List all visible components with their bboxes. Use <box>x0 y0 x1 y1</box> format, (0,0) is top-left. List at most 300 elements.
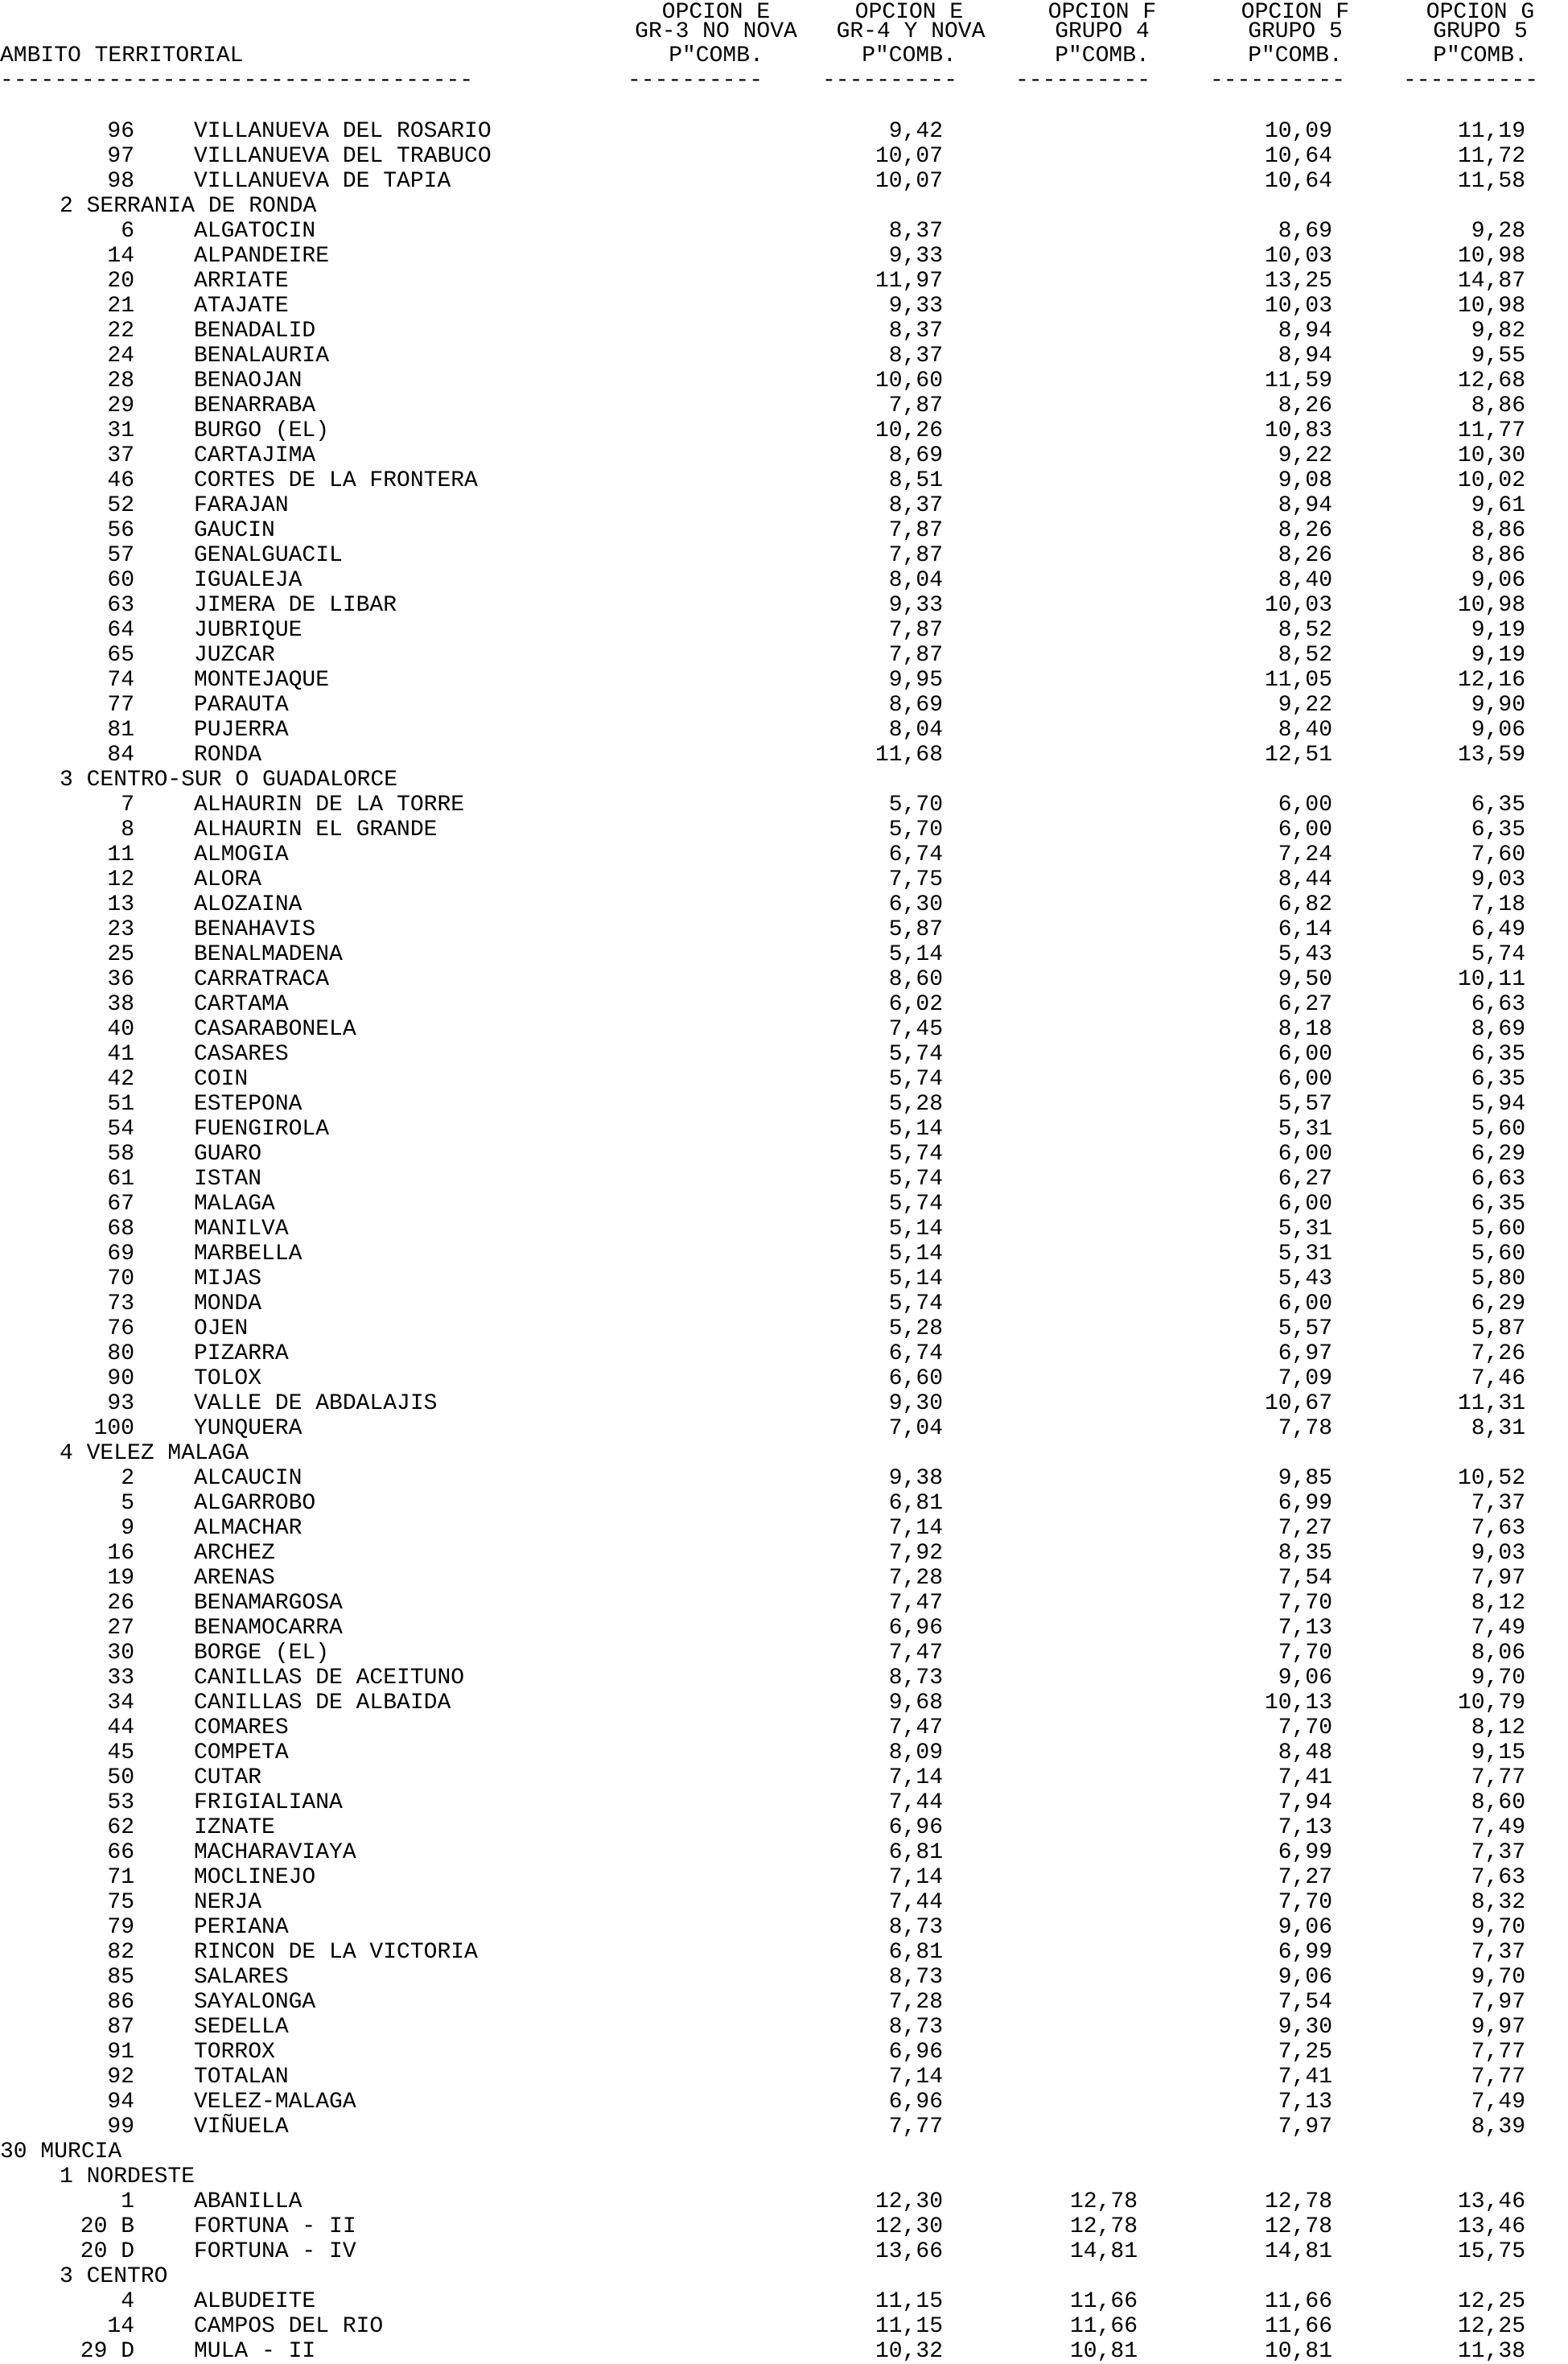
price-cell-col4: 10,67 <box>1264 1391 1332 1416</box>
price-cell-col1 <box>619 1466 788 1491</box>
price-cell-col1 <box>619 1192 788 1217</box>
price-cell-col4: 6,00 <box>1278 1067 1332 1092</box>
municipality-name: BENALAURIA <box>194 344 330 369</box>
municipality-name: ALOZAINA <box>194 892 302 917</box>
table-row <box>0 294 1568 319</box>
price-cell-col5: 9,06 <box>1471 568 1525 593</box>
header-line-2 <box>0 19 1568 44</box>
price-cell-col2: 9,30 <box>888 1391 943 1416</box>
price-cell-col5: 11,38 <box>1457 2339 1525 2364</box>
municipality-name: TOLOX <box>194 1366 262 1391</box>
municipality-code: 93 <box>107 1391 134 1416</box>
table-row <box>0 1815 1568 1840</box>
price-cell-col5: 10,30 <box>1457 443 1525 468</box>
table-row <box>0 693 1568 718</box>
municipality-name: ARCHEZ <box>194 1541 275 1566</box>
municipality-code: 11 <box>107 842 134 867</box>
municipality-name: BENAOJAN <box>194 369 302 393</box>
price-cell-col1 <box>619 1541 788 1566</box>
price-cell-col5: 11,77 <box>1457 418 1525 443</box>
table-row <box>0 568 1568 593</box>
price-cell-col5: 5,87 <box>1471 1316 1525 1341</box>
municipality-name: CAMPOS DEL RIO <box>194 2314 384 2339</box>
municipality-code: 6 <box>121 219 134 244</box>
municipality-code: 25 <box>107 942 134 967</box>
price-cell-col1 <box>619 294 788 319</box>
municipality-name: ALCAUCIN <box>194 1466 302 1491</box>
price-cell-col3 <box>969 992 1138 1017</box>
price-cell-col4: 6,00 <box>1278 1291 1332 1316</box>
municipality-code: 29 <box>107 393 134 418</box>
price-cell-col1 <box>619 1217 788 1242</box>
price-cell-col2: 8,09 <box>888 1740 943 1765</box>
municipality-name: RONDA <box>194 743 262 768</box>
price-cell-col2: 6,74 <box>888 1341 943 1366</box>
price-cell-col5: 7,37 <box>1471 1940 1525 1965</box>
municipality-name: BURGO (EL) <box>194 418 330 443</box>
municipality-code: 77 <box>107 693 134 718</box>
price-cell-col5: 7,37 <box>1471 1491 1525 1516</box>
price-cell-col2: 6,96 <box>888 1616 943 1641</box>
price-cell-col2: 6,81 <box>888 1840 943 1865</box>
municipality-name: ISTAN <box>194 1167 262 1192</box>
price-cell-col5: 8,12 <box>1471 1591 1525 1616</box>
price-cell-col3 <box>969 568 1138 593</box>
price-cell-col2: 10,32 <box>875 2339 943 2364</box>
table-row <box>0 119 1568 144</box>
price-cell-col5: 10,02 <box>1457 468 1525 493</box>
price-cell-col5: 6,35 <box>1471 1042 1525 1067</box>
table-row <box>0 1167 1568 1192</box>
table-row <box>0 369 1568 393</box>
price-cell-col5: 8,06 <box>1471 1641 1525 1666</box>
price-cell-col2: 7,87 <box>888 643 943 668</box>
price-cell-col3 <box>969 1840 1138 1865</box>
price-cell-col2: 5,70 <box>888 818 943 842</box>
table-row <box>0 2289 1568 2314</box>
price-cell-col4: 5,31 <box>1278 1117 1332 1142</box>
municipality-name: ALGATOCIN <box>194 219 316 244</box>
price-cell-col1 <box>619 2289 788 2314</box>
price-cell-col3 <box>969 543 1138 568</box>
price-cell-col1 <box>619 2339 788 2364</box>
col5-header-line3: P"COMB. <box>1433 43 1528 68</box>
comarca-label: 3 CENTRO-SUR O GUADALORCE <box>60 768 398 793</box>
municipality-code: 13 <box>107 892 134 917</box>
municipality-name: PIZARRA <box>194 1341 289 1366</box>
price-cell-col5: 8,32 <box>1471 1890 1525 1915</box>
price-cell-col3: 11,66 <box>1069 2314 1138 2339</box>
municipality-name: COIN <box>194 1067 249 1092</box>
price-cell-col1 <box>619 942 788 967</box>
price-cell-col1 <box>619 867 788 892</box>
municipality-name: CASARES <box>194 1042 289 1067</box>
price-cell-col3 <box>969 1092 1138 1117</box>
price-cell-col3 <box>969 1316 1138 1341</box>
price-cell-col3 <box>969 1666 1138 1691</box>
municipality-name: GUARO <box>194 1142 262 1167</box>
price-cell-col3 <box>969 1366 1138 1391</box>
price-cell-col2: 5,74 <box>888 1167 943 1192</box>
table-row <box>0 967 1568 992</box>
price-cell-col3 <box>969 743 1138 768</box>
price-cell-col2: 5,70 <box>888 793 943 818</box>
municipality-name: CANILLAS DE ALBAIDA <box>194 1691 451 1715</box>
price-cell-col3 <box>969 294 1138 319</box>
price-cell-col1 <box>619 818 788 842</box>
price-cell-col3: 12,78 <box>1069 2214 1138 2239</box>
table-row <box>0 344 1568 369</box>
municipality-code: 22 <box>107 319 134 344</box>
table-row <box>0 2065 1568 2090</box>
price-cell-col2: 9,33 <box>888 593 943 618</box>
price-cell-col2: 7,47 <box>888 1641 943 1666</box>
col1-header-line2: GR-3 NO NOVA <box>635 19 797 44</box>
price-cell-col2: 11,68 <box>875 743 943 768</box>
price-cell-col2: 11,15 <box>875 2314 943 2339</box>
price-cell-col3 <box>969 1217 1138 1242</box>
price-cell-col5: 11,58 <box>1457 169 1525 194</box>
price-cell-col5: 6,35 <box>1471 793 1525 818</box>
price-cell-col1 <box>619 1890 788 1915</box>
table-row <box>0 144 1568 169</box>
price-cell-col2: 8,73 <box>888 1965 943 1990</box>
price-cell-col3 <box>969 1740 1138 1765</box>
municipality-code: 58 <box>107 1142 134 1167</box>
price-cell-col3 <box>969 1715 1138 1740</box>
price-cell-col2: 9,38 <box>888 1466 943 1491</box>
table-row <box>0 1266 1568 1291</box>
price-cell-col1 <box>619 1341 788 1366</box>
municipality-name: COMPETA <box>194 1740 289 1765</box>
table-row <box>0 393 1568 418</box>
municipality-code: 97 <box>107 144 134 169</box>
municipality-name: CASARABONELA <box>194 1017 356 1042</box>
price-cell-col5: 7,37 <box>1471 1840 1525 1865</box>
price-cell-col5: 9,03 <box>1471 867 1525 892</box>
price-cell-col4: 7,41 <box>1278 1765 1332 1790</box>
price-cell-col2: 10,07 <box>875 169 943 194</box>
price-cell-col2: 6,81 <box>888 1491 943 1516</box>
municipality-code: 7 <box>121 793 134 818</box>
price-cell-col5: 13,59 <box>1457 743 1525 768</box>
price-cell-col1 <box>619 718 788 743</box>
price-cell-col1 <box>619 967 788 992</box>
price-cell-col4: 8,26 <box>1278 543 1332 568</box>
municipality-name: VALLE DE ABDALAJIS <box>194 1391 438 1416</box>
table-row <box>0 219 1568 244</box>
municipality-code: 5 <box>121 1491 134 1516</box>
municipality-code: 73 <box>107 1291 134 1316</box>
price-cell-col4: 7,70 <box>1278 1641 1332 1666</box>
municipality-code: 70 <box>107 1266 134 1291</box>
price-cell-col5: 7,49 <box>1471 2090 1525 2115</box>
price-cell-col2: 13,66 <box>875 2239 943 2264</box>
price-cell-col5: 5,80 <box>1471 1266 1525 1291</box>
price-cell-col4: 6,99 <box>1278 1840 1332 1865</box>
price-cell-col1 <box>619 1167 788 1192</box>
table-row <box>0 842 1568 867</box>
price-cell-col3 <box>969 1890 1138 1915</box>
price-cell-col1 <box>619 842 788 867</box>
price-cell-col5: 7,60 <box>1471 842 1525 867</box>
municipality-code: 75 <box>107 1890 134 1915</box>
municipality-name: IZNATE <box>194 1815 275 1840</box>
municipality-code: 40 <box>107 1017 134 1042</box>
price-cell-col5: 12,68 <box>1457 369 1525 393</box>
table-row <box>0 1516 1568 1541</box>
price-cell-col3 <box>969 369 1138 393</box>
price-cell-col1 <box>619 1965 788 1990</box>
price-cell-col4: 8,18 <box>1278 1017 1332 1042</box>
price-cell-col4: 9,30 <box>1278 2015 1332 2040</box>
price-cell-col3 <box>969 1416 1138 1441</box>
municipality-name: CARTAJIMA <box>194 443 316 468</box>
price-cell-col1 <box>619 917 788 942</box>
price-cell-col3 <box>969 668 1138 693</box>
municipality-code: 4 <box>121 2289 134 2314</box>
price-cell-col5: 7,77 <box>1471 1765 1525 1790</box>
municipality-code: 23 <box>107 917 134 942</box>
table-row <box>0 793 1568 818</box>
table-row <box>0 1715 1568 1740</box>
municipality-name: BORGE (EL) <box>194 1641 330 1666</box>
table-row <box>0 2239 1568 2264</box>
price-cell-col4: 8,94 <box>1278 344 1332 369</box>
table-row <box>0 2040 1568 2065</box>
price-cell-col1 <box>619 493 788 518</box>
price-cell-col5: 9,19 <box>1471 618 1525 643</box>
col3-header-line3: P"COMB. <box>1055 43 1150 68</box>
price-cell-col1 <box>619 1740 788 1765</box>
municipality-code: 20 <box>107 269 134 294</box>
price-cell-col3 <box>969 1915 1138 1940</box>
municipality-code: 53 <box>107 1790 134 1815</box>
price-cell-col4: 7,13 <box>1278 2090 1332 2115</box>
table-row <box>0 1915 1568 1940</box>
municipality-name: CARTAMA <box>194 992 289 1017</box>
price-cell-col5: 8,86 <box>1471 393 1525 418</box>
municipality-code: 79 <box>107 1915 134 1940</box>
price-cell-col4: 8,26 <box>1278 393 1332 418</box>
table-row <box>0 2189 1568 2214</box>
table-row <box>0 468 1568 493</box>
table-row <box>0 1466 1568 1491</box>
col1-header-line1: OPCION E <box>661 0 771 25</box>
table-row <box>0 2115 1568 2140</box>
municipality-name: IGUALEJA <box>194 568 302 593</box>
comarca-label: 1 NORDESTE <box>60 2164 195 2189</box>
municipality-code: 50 <box>107 1765 134 1790</box>
price-cell-col4: 5,43 <box>1278 942 1332 967</box>
price-cell-col1 <box>619 1017 788 1042</box>
price-cell-col3 <box>969 618 1138 643</box>
municipality-code: 51 <box>107 1092 134 1117</box>
price-cell-col1 <box>619 1266 788 1291</box>
price-cell-col4: 8,94 <box>1278 319 1332 344</box>
municipality-name: MONDA <box>194 1291 262 1316</box>
price-cell-col2: 5,14 <box>888 1117 943 1142</box>
col3-rule: ---------- <box>1015 68 1151 93</box>
municipality-code: 61 <box>107 1167 134 1192</box>
table-row <box>0 1566 1568 1591</box>
price-cell-col4: 6,00 <box>1278 1042 1332 1067</box>
price-cell-col1 <box>619 2314 788 2339</box>
table-row <box>0 942 1568 967</box>
price-cell-col1 <box>619 1765 788 1790</box>
price-cell-col2: 8,69 <box>888 443 943 468</box>
price-cell-col3 <box>969 1017 1138 1042</box>
municipality-name: JIMERA DE LIBAR <box>194 593 397 618</box>
table-row <box>0 743 1568 768</box>
price-cell-col1 <box>619 468 788 493</box>
price-cell-col4: 12,78 <box>1264 2214 1332 2239</box>
table-row <box>0 1366 1568 1391</box>
price-cell-col1 <box>619 643 788 668</box>
price-cell-col1 <box>619 892 788 917</box>
price-cell-col1 <box>619 743 788 768</box>
table-row <box>0 1790 1568 1815</box>
municipality-name: ALBUDEITE <box>194 2289 316 2314</box>
price-cell-col5: 7,26 <box>1471 1341 1525 1366</box>
municipality-code: 57 <box>107 543 134 568</box>
price-cell-col1 <box>619 543 788 568</box>
price-cell-col2: 8,73 <box>888 1915 943 1940</box>
municipality-name: PERIANA <box>194 1915 289 1940</box>
municipality-code: 90 <box>107 1366 134 1391</box>
table-row <box>0 1940 1568 1965</box>
price-cell-col2: 8,60 <box>888 967 943 992</box>
price-cell-col3 <box>969 219 1138 244</box>
price-cell-col3 <box>969 119 1138 144</box>
municipality-code: 27 <box>107 1616 134 1641</box>
municipality-code: 87 <box>107 2015 134 2040</box>
price-cell-col1 <box>619 418 788 443</box>
table-row <box>0 493 1568 518</box>
price-cell-col1 <box>619 1990 788 2015</box>
price-cell-col3 <box>969 2015 1138 2040</box>
price-cell-col1 <box>619 518 788 543</box>
municipality-name: BENADALID <box>194 319 316 344</box>
price-cell-col1 <box>619 119 788 144</box>
price-cell-col2: 5,28 <box>888 1316 943 1341</box>
price-cell-col1 <box>619 1666 788 1691</box>
price-cell-col2: 6,30 <box>888 892 943 917</box>
price-cell-col5: 8,86 <box>1471 543 1525 568</box>
price-cell-col4: 9,22 <box>1278 693 1332 718</box>
price-cell-col5: 9,97 <box>1471 2015 1525 2040</box>
price-cell-col4: 7,97 <box>1278 2115 1332 2140</box>
price-cell-col5: 5,94 <box>1471 1092 1525 1117</box>
price-cell-col3 <box>969 269 1138 294</box>
municipality-name: RINCON DE LA VICTORIA <box>194 1940 478 1965</box>
municipality-code: 92 <box>107 2065 134 2090</box>
municipality-name: FORTUNA - II <box>194 2214 356 2239</box>
municipality-name: NERJA <box>194 1890 262 1915</box>
price-cell-col4: 10,03 <box>1264 294 1332 319</box>
price-cell-col2: 10,07 <box>875 144 943 169</box>
price-cell-col5: 9,03 <box>1471 1541 1525 1566</box>
municipality-name: YUNQUERA <box>194 1416 302 1441</box>
price-cell-col1 <box>619 793 788 818</box>
price-cell-col3 <box>969 842 1138 867</box>
col4-header-line1: OPCION F <box>1241 0 1350 25</box>
municipality-code: 21 <box>107 294 134 319</box>
comarca-row <box>0 2164 1568 2189</box>
municipality-name: BENALMADENA <box>194 942 343 967</box>
price-cell-col4: 10,03 <box>1264 244 1332 269</box>
municipality-code: 33 <box>107 1666 134 1691</box>
municipality-code: 28 <box>107 369 134 393</box>
price-cell-col5: 7,63 <box>1471 1516 1525 1541</box>
municipality-code: 54 <box>107 1117 134 1142</box>
municipality-code: 1 <box>121 2189 134 2214</box>
price-cell-col1 <box>619 369 788 393</box>
price-cell-col3 <box>969 2040 1138 2065</box>
price-cell-col4: 8,26 <box>1278 518 1332 543</box>
price-cell-col1 <box>619 443 788 468</box>
price-cell-col1 <box>619 1790 788 1815</box>
price-cell-col5: 6,63 <box>1471 1167 1525 1192</box>
price-cell-col5: 5,60 <box>1471 1117 1525 1142</box>
municipality-code: 19 <box>107 1566 134 1591</box>
price-cell-col3 <box>969 867 1138 892</box>
header-line-3 <box>0 43 1568 68</box>
price-cell-col5: 7,49 <box>1471 1616 1525 1641</box>
col1-header-line3: P"COMB. <box>669 43 763 68</box>
municipality-name: TOTALAN <box>194 2065 289 2090</box>
price-cell-col3 <box>969 1641 1138 1666</box>
price-cell-col4: 8,52 <box>1278 618 1332 643</box>
table-row <box>0 718 1568 743</box>
price-cell-col5: 9,28 <box>1471 219 1525 244</box>
price-cell-col5: 9,70 <box>1471 1915 1525 1940</box>
municipality-name: FRIGIALIANA <box>194 1790 343 1815</box>
price-cell-col4: 8,40 <box>1278 718 1332 743</box>
municipality-name: JUBRIQUE <box>194 618 302 643</box>
price-cell-col4: 9,08 <box>1278 468 1332 493</box>
price-cell-col1 <box>619 1117 788 1142</box>
price-cell-col2: 7,28 <box>888 1990 943 2015</box>
price-cell-col5: 12,25 <box>1457 2289 1525 2314</box>
price-cell-col4: 11,59 <box>1264 369 1332 393</box>
municipality-code: 68 <box>107 1217 134 1242</box>
municipality-code: 26 <box>107 1591 134 1616</box>
comarca-label: 4 VELEZ MALAGA <box>60 1441 249 1466</box>
table-row <box>0 1491 1568 1516</box>
table-row <box>0 917 1568 942</box>
municipality-name: ALPANDEIRE <box>194 244 330 269</box>
price-cell-col1 <box>619 1092 788 1117</box>
table-row <box>0 1616 1568 1641</box>
price-cell-col2: 7,75 <box>888 867 943 892</box>
table-row <box>0 2015 1568 2040</box>
price-cell-col2: 8,69 <box>888 693 943 718</box>
price-cell-col4: 7,78 <box>1278 1416 1332 1441</box>
price-cell-col4: 6,27 <box>1278 992 1332 1017</box>
price-cell-col5: 5,60 <box>1471 1217 1525 1242</box>
municipality-code: 45 <box>107 1740 134 1765</box>
price-cell-col2: 7,14 <box>888 2065 943 2090</box>
price-cell-col2: 7,87 <box>888 393 943 418</box>
price-cell-col5: 7,97 <box>1471 1990 1525 2015</box>
price-cell-col1 <box>619 1915 788 1940</box>
municipality-code: 86 <box>107 1990 134 2015</box>
table-row <box>0 1890 1568 1915</box>
table-row <box>0 1042 1568 1067</box>
price-cell-col4: 5,43 <box>1278 1266 1332 1291</box>
price-cell-col4: 10,13 <box>1264 1691 1332 1715</box>
